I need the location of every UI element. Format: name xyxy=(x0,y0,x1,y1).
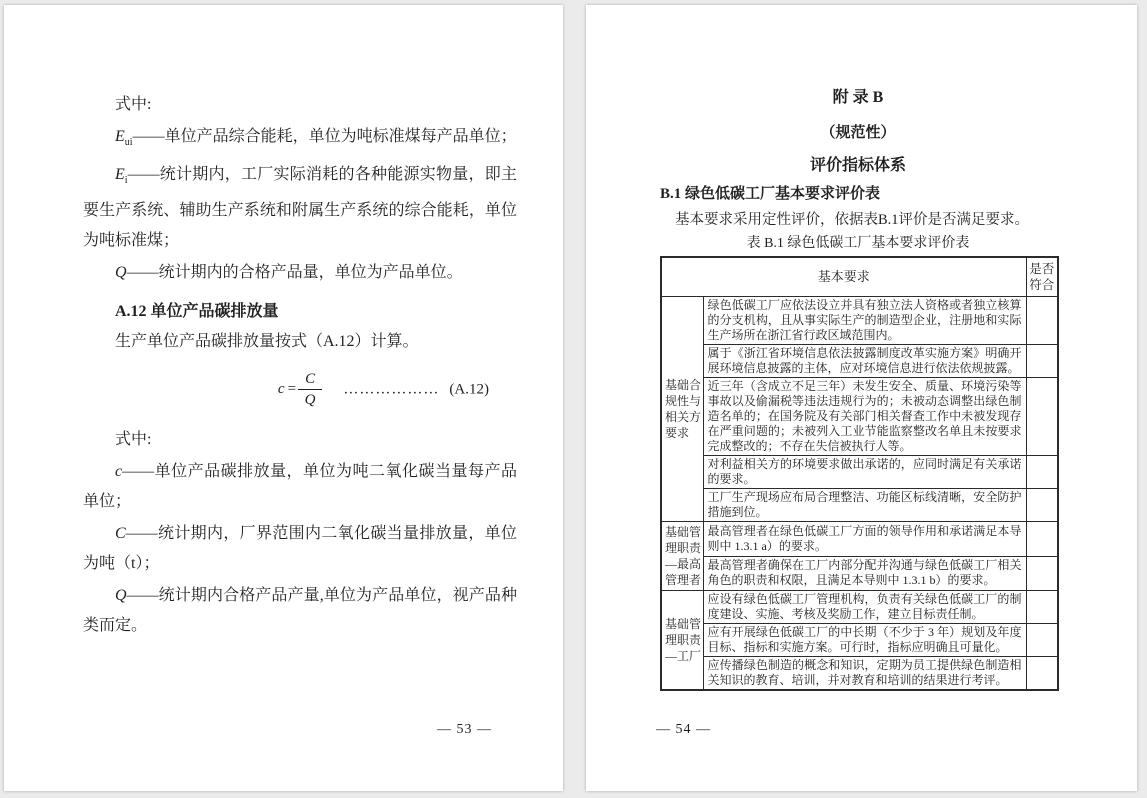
status-cell xyxy=(1026,556,1058,591)
fraction-denominator: Q xyxy=(304,392,316,409)
definition-item xyxy=(83,122,517,158)
status-cell xyxy=(1026,489,1058,522)
table-header-row xyxy=(661,257,1058,297)
page-53 xyxy=(4,5,563,791)
status-cell xyxy=(1026,591,1058,624)
definition-symbol: Q xyxy=(115,264,127,282)
equals-sign: = xyxy=(287,381,297,398)
requirement-cell: 应传播绿色制造的概念和知识，定期为员工提供绿色制造相关知识的教育、培训，并对教育和培训的结果进行考评。 xyxy=(703,657,1026,691)
group-label-cell: 基础管理职责—最高管理者 xyxy=(661,522,703,591)
requirement-cell: 应设有绿色低碳工厂管理机构，负责有关绿色低碳工厂的制度建设、实施、考核及奖励工作，建立目标责任制。 xyxy=(703,591,1026,624)
requirement-cell: 工厂生产现场应布局合理整洁、功能区标线清晰，安全防护措施到位。 xyxy=(703,489,1026,522)
table-row xyxy=(661,556,1058,591)
page-54 xyxy=(586,5,1137,791)
requirement-cell: 对利益相关方的环境要求做出承诺的，应同时满足有关承诺的要求。 xyxy=(703,456,1026,489)
table-caption: 表 B.1 绿色低碳工厂基本要求评价表 xyxy=(746,236,970,251)
fraction-numerator: C xyxy=(298,370,322,390)
table-row xyxy=(661,297,1058,345)
definition-text: ——单位产品综合能耗，单位为吨标准煤每产品单位； xyxy=(132,128,517,145)
appendix-subject: 评价指标体系 xyxy=(809,157,906,174)
status-cell xyxy=(1026,378,1058,456)
table-row xyxy=(661,657,1058,691)
appendix-normative: （规范性） xyxy=(820,125,896,141)
table-row xyxy=(661,624,1058,657)
status-cell xyxy=(1026,297,1058,345)
intro-paragraph: 基本要求采用定性评价，依据表B.1评价是否满足要求。 xyxy=(675,212,1030,228)
status-cell xyxy=(1026,345,1058,378)
definition-symbol: C xyxy=(115,524,126,542)
table-row xyxy=(661,345,1058,378)
status-cell xyxy=(1026,522,1058,557)
definition-subscript: ui xyxy=(124,137,133,149)
definition-item xyxy=(83,160,517,256)
definition-text: ——统计期内，厂界范围内二氧化碳当量排放量，单位为吨（t）； xyxy=(83,524,517,572)
group-label-cell: 基础合规性与相关方要求 xyxy=(661,297,703,522)
where-label: 式中: xyxy=(115,96,152,113)
requirement-cell: 最高管理者确保在工厂内部分配并沟通与绿色低碳工厂相关角色的职责和权限，且满足本导则中 1.3.1 b）的要求。 xyxy=(703,556,1026,591)
formula-tail xyxy=(343,381,489,398)
where-label: 式中: xyxy=(115,430,152,448)
formula-a12 xyxy=(83,361,517,419)
formula-label: (A.12) xyxy=(449,381,489,398)
section-heading-b1: B.1 绿色低碳工厂基本要求评价表 xyxy=(660,186,881,202)
appendix-title: 附 录 B xyxy=(832,89,884,106)
basic-requirements-table xyxy=(660,256,1059,691)
requirement-cell: 应有开展绿色低碳工厂的中长期（不少于 3 年）规划及年度目标、指标和实施方案。可行时，指标应明确且可量化。 xyxy=(703,624,1026,657)
definition-text: ——统计期内的合格产品量，单位为产品单位。 xyxy=(126,264,463,282)
requirement-cell: 绿色低碳工厂应依法设立并具有独立法人资格或者独立核算的分支机构，且从事实际生产的制造型企业，注册地和实际生产场所在浙江省行政区域范围内。 xyxy=(703,297,1026,345)
group-label-cell: 基础管理职责—工厂 xyxy=(661,591,703,691)
requirement-cell: 最高管理者在绿色低碳工厂方面的领导作用和承诺满足本导则中 1.3.1 a）的要求。 xyxy=(703,522,1026,557)
formula-fraction xyxy=(298,370,322,409)
table-row xyxy=(661,591,1058,624)
definition-subscript: i xyxy=(124,175,128,187)
status-cell xyxy=(1026,624,1058,657)
definition-text: ——统计期内合格产品产量,单位为产品单位，视产品种类而定。 xyxy=(83,586,517,634)
definition-text: ——单位产品碳排放量，单位为吨二氧化碳当量每产品单位； xyxy=(83,462,517,510)
requirement-cell: 近三年（含成立不足三年）未发生安全、质量、环境污染等事故以及偷漏税等违法违规行为的；未被动态调整出绿色制造名单的；在国务院及有关部门相关督查工作中未被发现存在严重问题的；未被列入工业节能监察整改名单且未按要求完成整改的；不存在失信被执行人等。 xyxy=(703,378,1026,456)
page-folio: — 54 — xyxy=(656,722,711,737)
calc-paragraph: 生产单位产品碳排放量按式（A.12）计算。 xyxy=(115,332,419,350)
status-cell xyxy=(1026,456,1058,489)
section-heading-a12: A.12 单位产品碳排放量 xyxy=(115,302,279,320)
definition-symbol: c xyxy=(115,462,123,480)
definition-item xyxy=(83,581,517,641)
page-folio: — 53 — xyxy=(437,722,492,737)
definition-symbol: E xyxy=(115,128,125,145)
table-row xyxy=(661,378,1058,456)
formula-expression xyxy=(278,370,322,409)
formula-dots: ……………… xyxy=(343,381,440,398)
definition-item xyxy=(83,457,517,517)
definition-symbol: E xyxy=(115,166,125,184)
table-row xyxy=(661,522,1058,557)
definition-item xyxy=(83,519,517,579)
table-row xyxy=(661,489,1058,522)
table-header-status: 是否符合 xyxy=(1026,257,1058,297)
status-cell xyxy=(1026,657,1058,691)
table-header-requirement: 基本要求 xyxy=(661,257,1026,297)
definition-symbol: Q xyxy=(115,586,127,604)
requirement-cell: 属于《浙江省环境信息依法披露制度改革实施方案》明确开展环境信息披露的主体，应对环境信息进行依法依规披露。 xyxy=(703,345,1026,378)
definition-text: ——统计期内，工厂实际消耗的各种能源实物量，即主要生产系统、辅助生产系统和附属生产系统的综合能耗，单位为吨标准煤； xyxy=(83,166,517,250)
table-row xyxy=(661,456,1058,489)
definition-item xyxy=(83,258,517,294)
formula-variable: c xyxy=(277,381,285,398)
